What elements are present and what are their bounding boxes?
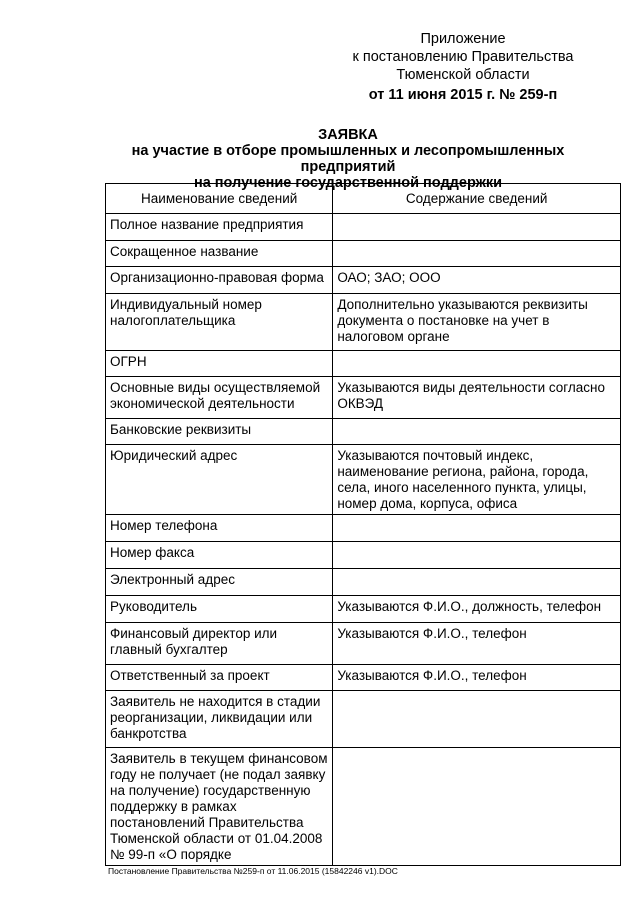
row-name: Финансовый директор или главный бухгалтер [106,623,333,665]
table-row [106,691,621,748]
header-content: Содержание сведений [333,184,621,214]
row-name: Руководитель [106,596,333,623]
row-name: Юридический адрес [106,445,333,515]
row-content: Указываются Ф.И.О., телефон [333,665,621,691]
document-title [98,127,598,191]
row-content [333,419,621,445]
title-subtitle-line2: на получение государственной поддержки [193,175,503,191]
appendix-region: Тюменской области [396,67,530,83]
title-subtitle-line1: на участие в отборе промышленных и лесопромышленных предприятий [131,143,565,175]
row-content [333,542,621,569]
row-name: Индивидуальный номер налогоплательщика [106,294,333,351]
table-row [106,445,621,515]
table-row [106,351,621,377]
table-row [106,748,621,866]
row-content [333,569,621,596]
row-name: Номер телефона [106,515,333,542]
row-content: Дополнительно указываются реквизиты документа о постановке на учет в налоговом органе [333,294,621,351]
row-name: Основные виды осуществляемой экономической деятельности [106,377,333,419]
row-content [333,241,621,267]
row-content [333,515,621,542]
row-content: Указываются виды деятельности согласно ОКВЭД [333,377,621,419]
table-row [106,596,621,623]
row-name: Ответственный за проект [106,665,333,691]
row-name: Полное название предприятия [106,214,333,241]
row-name: Номер факса [106,542,333,569]
row-content: Указываются Ф.И.О., телефон [333,623,621,665]
table-row [106,542,621,569]
application-table [105,183,621,866]
row-content [333,351,621,377]
row-name: Электронный адрес [106,569,333,596]
row-name: Банковские реквизиты [106,419,333,445]
header-name: Наименование сведений [106,184,333,214]
table-row [106,569,621,596]
table-row [106,515,621,542]
row-name: Заявитель не находится в стадии реорганизации, ликвидации или банкротства [106,691,333,748]
table-row [106,241,621,267]
appendix-date-number: от 11 июня 2015 г. № 259-п [368,87,558,103]
table-row [106,419,621,445]
appendix-resolution: к постановлению Правительства [352,49,574,65]
row-content: Указываются почтовый индекс, наименование региона, района, города, села, иного населенного пункта, улицы, номер дома, корпуса, офиса [333,445,621,515]
row-name: Заявитель в текущем финансовом году не получает (не подал заявку на получение) государственную поддержку в рамках постановлений Правительства Тюменской области от 01.04.2008 № 99-п «О порядке [106,748,333,866]
table-header-row [106,184,621,214]
row-name: ОГРН [106,351,333,377]
row-content [333,691,621,748]
row-content [333,214,621,241]
table-row [106,267,621,294]
row-name: Сокращенное название [106,241,333,267]
row-content: Указываются Ф.И.О., должность, телефон [333,596,621,623]
row-content [333,748,621,866]
title-heading: ЗАЯВКА [318,127,378,143]
table-row [106,214,621,241]
table-row [106,294,621,351]
row-name: Организационно-правовая форма [106,267,333,294]
table-row [106,665,621,691]
appendix-block [323,30,603,104]
row-content: ОАО; ЗАО; ООО [333,267,621,294]
table-row [106,377,621,419]
footer-filename: Постановление Правительства №259-п от 11.06.2015 (15842246 v1).DOC [108,866,398,876]
appendix-label: Приложение [420,31,506,47]
table-row [106,623,621,665]
